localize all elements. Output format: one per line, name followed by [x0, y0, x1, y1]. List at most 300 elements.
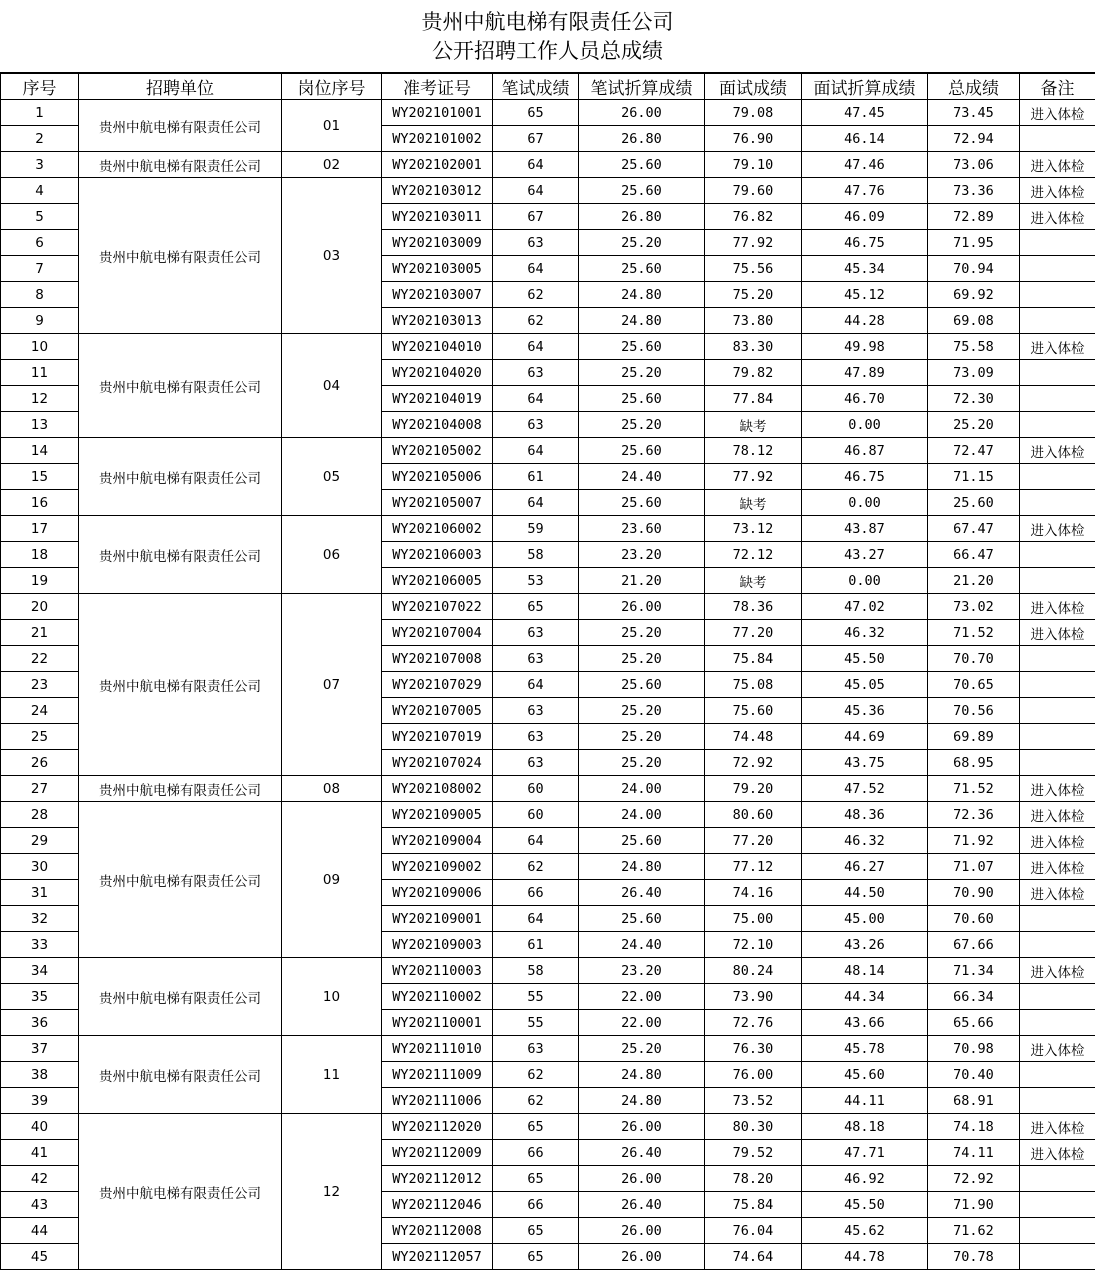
exam-id-cell: WY202106005: [382, 568, 493, 594]
exam-id-cell: WY202105002: [382, 438, 493, 464]
header-cell: 备注: [1020, 74, 1095, 100]
seq-cell: 43: [1, 1192, 79, 1218]
unit-cell: 贵州中航电梯有限责任公司: [79, 1036, 282, 1114]
exam-id-cell: WY202111009: [382, 1062, 493, 1088]
total-score-cell: 72.94: [928, 126, 1020, 152]
total-score-cell: 68.91: [928, 1088, 1020, 1114]
written-score-cell: 58: [493, 958, 579, 984]
exam-id-cell: WY202109002: [382, 854, 493, 880]
exam-id-cell: WY202110001: [382, 1010, 493, 1036]
interview-converted-cell: 46.70: [802, 386, 928, 412]
remark-cell: [1020, 672, 1095, 698]
total-score-cell: 72.92: [928, 1166, 1020, 1192]
table-body: [1, 74, 1095, 1270]
written-score-cell: 63: [493, 646, 579, 672]
written-converted-cell: 25.20: [579, 646, 705, 672]
exam-id-cell: WY202106003: [382, 542, 493, 568]
remark-cell: [1020, 542, 1095, 568]
interview-converted-cell: 44.34: [802, 984, 928, 1010]
post-number-cell: 04: [282, 334, 382, 438]
exam-id-cell: WY202109006: [382, 880, 493, 906]
table-row: [1, 1114, 1095, 1140]
interview-converted-cell: 45.60: [802, 1062, 928, 1088]
total-score-cell: 71.15: [928, 464, 1020, 490]
seq-cell: 5: [1, 204, 79, 230]
interview-converted-cell: 47.89: [802, 360, 928, 386]
exam-id-cell: WY202107008: [382, 646, 493, 672]
total-score-cell: 71.07: [928, 854, 1020, 880]
interview-score-cell: 77.92: [705, 230, 802, 256]
written-score-cell: 62: [493, 1062, 579, 1088]
written-score-cell: 65: [493, 1166, 579, 1192]
exam-id-cell: WY202112046: [382, 1192, 493, 1218]
remark-cell: 进入体检: [1020, 152, 1095, 178]
remark-cell: [1020, 1218, 1095, 1244]
interview-score-cell: 80.24: [705, 958, 802, 984]
table-row: [1, 334, 1095, 360]
written-score-cell: 63: [493, 620, 579, 646]
exam-id-cell: WY202107004: [382, 620, 493, 646]
post-number-cell: 08: [282, 776, 382, 802]
total-score-cell: 70.60: [928, 906, 1020, 932]
interview-score-cell: 75.20: [705, 282, 802, 308]
seq-cell: 35: [1, 984, 79, 1010]
interview-converted-cell: 48.14: [802, 958, 928, 984]
written-score-cell: 63: [493, 230, 579, 256]
seq-cell: 19: [1, 568, 79, 594]
header-cell: 笔试成绩: [493, 74, 579, 100]
interview-converted-cell: 46.75: [802, 464, 928, 490]
interview-converted-cell: 48.18: [802, 1114, 928, 1140]
seq-cell: 10: [1, 334, 79, 360]
written-score-cell: 64: [493, 334, 579, 360]
interview-converted-cell: 45.36: [802, 698, 928, 724]
interview-converted-cell: 0.00: [802, 490, 928, 516]
interview-score-cell: 缺考: [705, 412, 802, 438]
written-score-cell: 62: [493, 1088, 579, 1114]
remark-cell: 进入体检: [1020, 854, 1095, 880]
written-converted-cell: 22.00: [579, 1010, 705, 1036]
written-converted-cell: 25.20: [579, 412, 705, 438]
post-number-cell: 02: [282, 152, 382, 178]
table-row: [1, 178, 1095, 204]
interview-score-cell: 77.20: [705, 828, 802, 854]
remark-cell: [1020, 1088, 1095, 1114]
seq-cell: 3: [1, 152, 79, 178]
header-cell: 面试成绩: [705, 74, 802, 100]
interview-score-cell: 78.12: [705, 438, 802, 464]
interview-converted-cell: 47.76: [802, 178, 928, 204]
written-converted-cell: 22.00: [579, 984, 705, 1010]
table-row: [1, 100, 1095, 126]
written-converted-cell: 25.20: [579, 360, 705, 386]
total-score-cell: 71.34: [928, 958, 1020, 984]
written-score-cell: 59: [493, 516, 579, 542]
unit-cell: 贵州中航电梯有限责任公司: [79, 100, 282, 152]
interview-converted-cell: 44.69: [802, 724, 928, 750]
interview-score-cell: 77.84: [705, 386, 802, 412]
remark-cell: [1020, 1192, 1095, 1218]
written-converted-cell: 25.60: [579, 386, 705, 412]
remark-cell: [1020, 1010, 1095, 1036]
total-score-cell: 70.65: [928, 672, 1020, 698]
remark-cell: [1020, 1062, 1095, 1088]
written-score-cell: 62: [493, 282, 579, 308]
interview-converted-cell: 46.92: [802, 1166, 928, 1192]
remark-cell: 进入体检: [1020, 880, 1095, 906]
written-score-cell: 61: [493, 464, 579, 490]
interview-converted-cell: 46.32: [802, 828, 928, 854]
exam-id-cell: WY202101002: [382, 126, 493, 152]
interview-score-cell: 73.52: [705, 1088, 802, 1114]
interview-score-cell: 76.90: [705, 126, 802, 152]
interview-score-cell: 79.10: [705, 152, 802, 178]
total-score-cell: 72.47: [928, 438, 1020, 464]
written-converted-cell: 24.00: [579, 776, 705, 802]
exam-id-cell: WY202109004: [382, 828, 493, 854]
interview-score-cell: 75.60: [705, 698, 802, 724]
remark-cell: [1020, 464, 1095, 490]
interview-converted-cell: 45.05: [802, 672, 928, 698]
seq-cell: 21: [1, 620, 79, 646]
interview-score-cell: 77.12: [705, 854, 802, 880]
header-cell: 序号: [1, 74, 79, 100]
written-score-cell: 64: [493, 906, 579, 932]
interview-score-cell: 72.10: [705, 932, 802, 958]
written-score-cell: 64: [493, 828, 579, 854]
exam-id-cell: WY202109003: [382, 932, 493, 958]
total-score-cell: 74.18: [928, 1114, 1020, 1140]
remark-cell: [1020, 568, 1095, 594]
written-converted-cell: 25.20: [579, 750, 705, 776]
written-converted-cell: 24.40: [579, 932, 705, 958]
total-score-cell: 21.20: [928, 568, 1020, 594]
interview-score-cell: 72.12: [705, 542, 802, 568]
interview-score-cell: 75.84: [705, 646, 802, 672]
seq-cell: 42: [1, 1166, 79, 1192]
written-converted-cell: 24.80: [579, 308, 705, 334]
post-number-cell: 01: [282, 100, 382, 152]
table-row: [1, 958, 1095, 984]
written-converted-cell: 25.20: [579, 1036, 705, 1062]
total-score-cell: 69.08: [928, 308, 1020, 334]
seq-cell: 17: [1, 516, 79, 542]
interview-converted-cell: 49.98: [802, 334, 928, 360]
exam-id-cell: WY202111010: [382, 1036, 493, 1062]
seq-cell: 9: [1, 308, 79, 334]
title-block: [0, 0, 1095, 73]
total-score-cell: 71.62: [928, 1218, 1020, 1244]
table-row: [1, 438, 1095, 464]
exam-id-cell: WY202104010: [382, 334, 493, 360]
remark-cell: [1020, 984, 1095, 1010]
written-score-cell: 58: [493, 542, 579, 568]
total-score-cell: 68.95: [928, 750, 1020, 776]
interview-score-cell: 76.30: [705, 1036, 802, 1062]
written-converted-cell: 26.00: [579, 1166, 705, 1192]
interview-converted-cell: 45.50: [802, 646, 928, 672]
total-score-cell: 70.70: [928, 646, 1020, 672]
exam-id-cell: WY202110002: [382, 984, 493, 1010]
header-cell: 岗位序号: [282, 74, 382, 100]
written-converted-cell: 25.60: [579, 256, 705, 282]
total-score-cell: 70.94: [928, 256, 1020, 282]
seq-cell: 22: [1, 646, 79, 672]
title-line-1: 贵州中航电梯有限责任公司: [0, 0, 1095, 37]
total-score-cell: 73.45: [928, 100, 1020, 126]
remark-cell: [1020, 906, 1095, 932]
seq-cell: 32: [1, 906, 79, 932]
exam-id-cell: WY202107005: [382, 698, 493, 724]
total-score-cell: 75.58: [928, 334, 1020, 360]
interview-score-cell: 75.08: [705, 672, 802, 698]
interview-converted-cell: 47.02: [802, 594, 928, 620]
total-score-cell: 72.89: [928, 204, 1020, 230]
seq-cell: 8: [1, 282, 79, 308]
interview-converted-cell: 43.26: [802, 932, 928, 958]
remark-cell: [1020, 360, 1095, 386]
seq-cell: 7: [1, 256, 79, 282]
written-converted-cell: 24.80: [579, 854, 705, 880]
written-converted-cell: 26.40: [579, 1192, 705, 1218]
exam-id-cell: WY202105006: [382, 464, 493, 490]
total-score-cell: 73.09: [928, 360, 1020, 386]
interview-converted-cell: 43.66: [802, 1010, 928, 1036]
remark-cell: [1020, 932, 1095, 958]
seq-cell: 29: [1, 828, 79, 854]
interview-score-cell: 80.30: [705, 1114, 802, 1140]
total-score-cell: 73.36: [928, 178, 1020, 204]
unit-cell: 贵州中航电梯有限责任公司: [79, 516, 282, 594]
exam-id-cell: WY202101001: [382, 100, 493, 126]
exam-id-cell: WY202107019: [382, 724, 493, 750]
interview-converted-cell: 45.34: [802, 256, 928, 282]
remark-cell: [1020, 750, 1095, 776]
total-score-cell: 65.66: [928, 1010, 1020, 1036]
header-cell: 面试折算成绩: [802, 74, 928, 100]
interview-converted-cell: 45.12: [802, 282, 928, 308]
written-converted-cell: 24.80: [579, 1062, 705, 1088]
written-converted-cell: 25.60: [579, 334, 705, 360]
interview-score-cell: 75.56: [705, 256, 802, 282]
total-score-cell: 67.66: [928, 932, 1020, 958]
written-converted-cell: 25.60: [579, 672, 705, 698]
seq-cell: 34: [1, 958, 79, 984]
remark-cell: [1020, 126, 1095, 152]
written-score-cell: 53: [493, 568, 579, 594]
written-score-cell: 65: [493, 594, 579, 620]
seq-cell: 38: [1, 1062, 79, 1088]
interview-score-cell: 79.82: [705, 360, 802, 386]
seq-cell: 18: [1, 542, 79, 568]
seq-cell: 36: [1, 1010, 79, 1036]
post-number-cell: 10: [282, 958, 382, 1036]
seq-cell: 16: [1, 490, 79, 516]
interview-score-cell: 78.36: [705, 594, 802, 620]
interview-converted-cell: 47.71: [802, 1140, 928, 1166]
interview-score-cell: 72.92: [705, 750, 802, 776]
written-converted-cell: 25.20: [579, 620, 705, 646]
written-converted-cell: 25.60: [579, 828, 705, 854]
seq-cell: 15: [1, 464, 79, 490]
remark-cell: 进入体检: [1020, 438, 1095, 464]
written-converted-cell: 23.60: [579, 516, 705, 542]
interview-converted-cell: 46.27: [802, 854, 928, 880]
remark-cell: 进入体检: [1020, 620, 1095, 646]
remark-cell: 进入体检: [1020, 1140, 1095, 1166]
total-score-cell: 71.95: [928, 230, 1020, 256]
interview-score-cell: 75.00: [705, 906, 802, 932]
interview-score-cell: 缺考: [705, 568, 802, 594]
exam-id-cell: WY202112008: [382, 1218, 493, 1244]
interview-converted-cell: 45.50: [802, 1192, 928, 1218]
interview-converted-cell: 43.75: [802, 750, 928, 776]
interview-score-cell: 77.20: [705, 620, 802, 646]
interview-score-cell: 79.08: [705, 100, 802, 126]
exam-id-cell: WY202112020: [382, 1114, 493, 1140]
interview-converted-cell: 45.62: [802, 1218, 928, 1244]
exam-id-cell: WY202111006: [382, 1088, 493, 1114]
written-score-cell: 63: [493, 750, 579, 776]
written-converted-cell: 25.20: [579, 724, 705, 750]
exam-id-cell: WY202104020: [382, 360, 493, 386]
header-cell: 总成绩: [928, 74, 1020, 100]
interview-converted-cell: 45.00: [802, 906, 928, 932]
seq-cell: 24: [1, 698, 79, 724]
written-converted-cell: 25.60: [579, 178, 705, 204]
remark-cell: 进入体检: [1020, 594, 1095, 620]
exam-id-cell: WY202108002: [382, 776, 493, 802]
seq-cell: 40: [1, 1114, 79, 1140]
exam-id-cell: WY202107029: [382, 672, 493, 698]
exam-id-cell: WY202103013: [382, 308, 493, 334]
written-score-cell: 65: [493, 1218, 579, 1244]
remark-cell: [1020, 1166, 1095, 1192]
written-score-cell: 64: [493, 152, 579, 178]
interview-converted-cell: 47.45: [802, 100, 928, 126]
total-score-cell: 67.47: [928, 516, 1020, 542]
interview-score-cell: 80.60: [705, 802, 802, 828]
written-score-cell: 63: [493, 412, 579, 438]
interview-score-cell: 79.20: [705, 776, 802, 802]
total-score-cell: 66.47: [928, 542, 1020, 568]
remark-cell: 进入体检: [1020, 776, 1095, 802]
remark-cell: [1020, 308, 1095, 334]
seq-cell: 33: [1, 932, 79, 958]
written-converted-cell: 25.60: [579, 152, 705, 178]
title-line-2: 公开招聘工作人员总成绩: [0, 37, 1095, 66]
written-score-cell: 63: [493, 724, 579, 750]
interview-score-cell: 75.84: [705, 1192, 802, 1218]
written-converted-cell: 26.80: [579, 204, 705, 230]
seq-cell: 20: [1, 594, 79, 620]
written-converted-cell: 25.60: [579, 906, 705, 932]
exam-id-cell: WY202107022: [382, 594, 493, 620]
written-converted-cell: 25.60: [579, 490, 705, 516]
seq-cell: 31: [1, 880, 79, 906]
written-score-cell: 62: [493, 308, 579, 334]
seq-cell: 4: [1, 178, 79, 204]
table-row: [1, 1036, 1095, 1062]
table-row: [1, 802, 1095, 828]
written-converted-cell: 21.20: [579, 568, 705, 594]
interview-score-cell: 73.90: [705, 984, 802, 1010]
table-row: [1, 776, 1095, 802]
total-score-cell: 66.34: [928, 984, 1020, 1010]
remark-cell: [1020, 1244, 1095, 1270]
total-score-cell: 73.06: [928, 152, 1020, 178]
exam-id-cell: WY202110003: [382, 958, 493, 984]
interview-converted-cell: 43.27: [802, 542, 928, 568]
unit-cell: 贵州中航电梯有限责任公司: [79, 776, 282, 802]
exam-id-cell: WY202112057: [382, 1244, 493, 1270]
written-score-cell: 55: [493, 984, 579, 1010]
interview-score-cell: 76.82: [705, 204, 802, 230]
interview-converted-cell: 47.46: [802, 152, 928, 178]
header-cell: 招聘单位: [79, 74, 282, 100]
interview-converted-cell: 46.32: [802, 620, 928, 646]
seq-cell: 2: [1, 126, 79, 152]
written-converted-cell: 26.40: [579, 1140, 705, 1166]
written-converted-cell: 26.00: [579, 100, 705, 126]
remark-cell: [1020, 282, 1095, 308]
remark-cell: 进入体检: [1020, 1036, 1095, 1062]
seq-cell: 13: [1, 412, 79, 438]
results-table: [0, 73, 1095, 1270]
interview-converted-cell: 44.50: [802, 880, 928, 906]
written-converted-cell: 24.80: [579, 1088, 705, 1114]
interview-converted-cell: 0.00: [802, 568, 928, 594]
remark-cell: [1020, 646, 1095, 672]
total-score-cell: 74.11: [928, 1140, 1020, 1166]
seq-cell: 12: [1, 386, 79, 412]
seq-cell: 30: [1, 854, 79, 880]
total-score-cell: 72.36: [928, 802, 1020, 828]
written-converted-cell: 26.00: [579, 1114, 705, 1140]
total-score-cell: 25.20: [928, 412, 1020, 438]
remark-cell: [1020, 412, 1095, 438]
post-number-cell: 07: [282, 594, 382, 776]
written-converted-cell: 23.20: [579, 958, 705, 984]
total-score-cell: 71.52: [928, 776, 1020, 802]
remark-cell: [1020, 230, 1095, 256]
written-score-cell: 67: [493, 204, 579, 230]
seq-cell: 37: [1, 1036, 79, 1062]
remark-cell: [1020, 386, 1095, 412]
remark-cell: 进入体检: [1020, 516, 1095, 542]
written-converted-cell: 24.00: [579, 802, 705, 828]
written-converted-cell: 24.40: [579, 464, 705, 490]
total-score-cell: 25.60: [928, 490, 1020, 516]
written-score-cell: 66: [493, 880, 579, 906]
written-score-cell: 55: [493, 1010, 579, 1036]
post-number-cell: 05: [282, 438, 382, 516]
exam-id-cell: WY202103005: [382, 256, 493, 282]
interview-score-cell: 74.64: [705, 1244, 802, 1270]
remark-cell: [1020, 724, 1095, 750]
written-converted-cell: 24.80: [579, 282, 705, 308]
interview-score-cell: 73.12: [705, 516, 802, 542]
interview-score-cell: 76.04: [705, 1218, 802, 1244]
interview-converted-cell: 44.28: [802, 308, 928, 334]
interview-converted-cell: 46.87: [802, 438, 928, 464]
exam-id-cell: WY202103007: [382, 282, 493, 308]
header-cell: 准考证号: [382, 74, 493, 100]
interview-converted-cell: 46.14: [802, 126, 928, 152]
total-score-cell: 73.02: [928, 594, 1020, 620]
seq-cell: 1: [1, 100, 79, 126]
unit-cell: 贵州中航电梯有限责任公司: [79, 152, 282, 178]
